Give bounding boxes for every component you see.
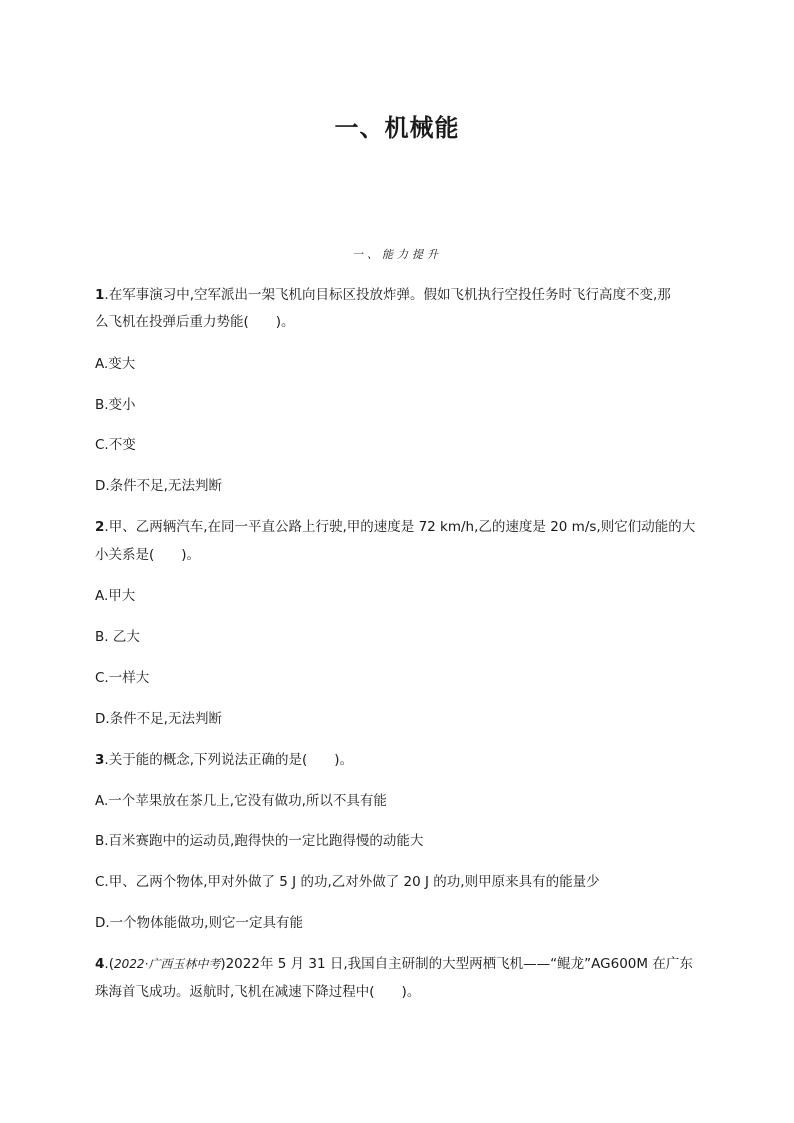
question-2-line-2: 小关系是( )。 [95, 547, 201, 563]
question-1-option-a: A.变大 [95, 356, 136, 372]
question-1-line-1 [95, 286, 705, 304]
section-heading: 一、能力提升 [352, 248, 442, 261]
question-3-option-d: D.一个物体能做功,则它一定具有能 [95, 915, 303, 931]
question-4-number: 4 [95, 956, 105, 972]
question-1-option-c: C.不变 [95, 437, 136, 453]
question-1-text-1: .在军事演习中,空军派出一架飞机向目标区投放炸弹。假如飞机执行空投任务时飞行高度不变,那 [104, 287, 671, 303]
question-2-text-1: .甲、乙两辆汽车,在同一平直公路上行驶,甲的速度是 72 km/h,乙的速度是 20 m/s,则它们动能的大 [104, 519, 696, 535]
question-2-line-1 [95, 518, 705, 536]
question-1-number: 1 [95, 287, 105, 303]
question-1-option-b: B.变小 [95, 397, 136, 413]
question-3-line-1 [95, 751, 705, 769]
page-title: 一、机械能 [334, 114, 460, 142]
question-2-option-a: A.甲大 [95, 588, 136, 604]
question-4-text-1: )2022年 5 月 31 日,我国自主研制的大型两栖飞机——“鲲龙”AG600M 在广东 [220, 956, 693, 972]
question-3-text-1: .关于能的概念,下列说法正确的是( )。 [104, 752, 354, 768]
question-3-option-a: A.一个苹果放在茶几上,它没有做功,所以不具有能 [95, 793, 387, 809]
question-3-option-c: C.甲、乙两个物体,甲对外做了 5 J 的功,乙对外做了 20 J 的功,则甲原来具有的能量少 [95, 874, 600, 890]
question-2-option-c: C.一样大 [95, 670, 150, 686]
question-3-option-b: B.百米赛跑中的运动员,跑得快的一定比跑得慢的动能大 [95, 833, 424, 849]
question-2-option-d: D.条件不足,无法判断 [95, 711, 222, 727]
question-2-option-b: B. 乙大 [95, 629, 140, 645]
question-2-number: 2 [95, 519, 105, 535]
question-1-line-2: 么飞机在投弹后重力势能( )。 [95, 314, 295, 330]
question-4-line-2: 珠海首飞成功。返航时,飞机在减速下降过程中( )。 [95, 984, 421, 1000]
question-4-prefix: .( [104, 956, 114, 972]
question-3-number: 3 [95, 752, 105, 768]
question-4-source: 2022·广西玉林中考 [113, 957, 221, 971]
question-1-option-d: D.条件不足,无法判断 [95, 478, 222, 494]
question-4-line-1 [95, 955, 705, 973]
